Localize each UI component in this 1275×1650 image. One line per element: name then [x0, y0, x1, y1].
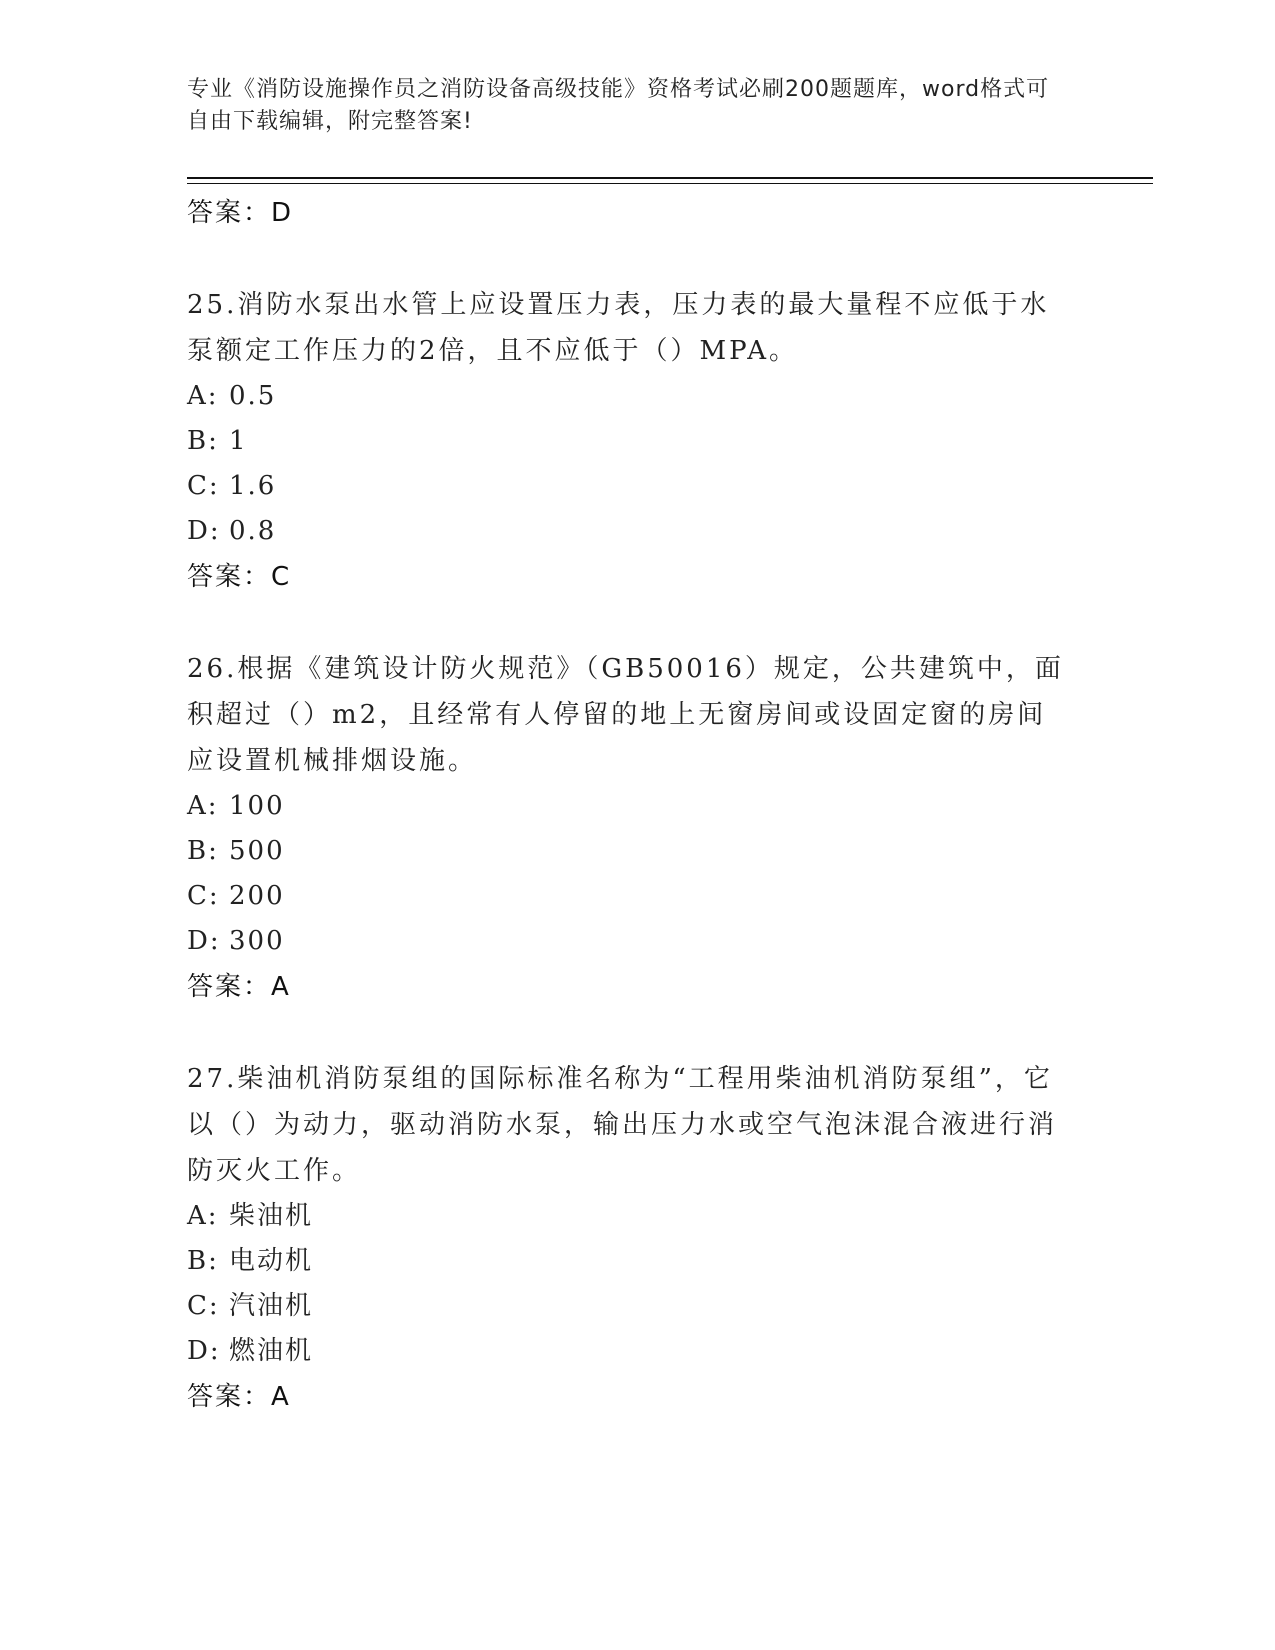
option-text: 1.6: [229, 471, 277, 501]
option-c: [187, 874, 1087, 919]
answer-line: [187, 554, 1087, 600]
option-d: [187, 919, 1087, 964]
header-rule-thick: [187, 177, 1153, 179]
option-b: [187, 1239, 1087, 1284]
question-block: [187, 646, 1087, 1010]
option-text: 200: [229, 881, 285, 911]
option-text: 燃油机: [229, 1336, 314, 1366]
option-key: B:: [187, 426, 219, 456]
question-stem: 27.柴油机消防泵组的国际标准名称为“工程用柴油机消防泵组”，它以（）为动力，驱动消防水泵，输出压力水或空气泡沫混合液进行消防灭火工作。: [187, 1064, 1058, 1186]
option-text: 汽油机: [229, 1291, 314, 1321]
answer-value: A: [271, 1382, 290, 1412]
answer-line: [187, 964, 1087, 1010]
option-b: [187, 829, 1087, 874]
answer-line: [187, 1374, 1087, 1420]
option-key: C:: [187, 881, 220, 911]
question-list: [187, 190, 1087, 1420]
option-text: 100: [229, 791, 285, 821]
answer-value: C: [271, 562, 291, 592]
option-key: D:: [187, 926, 221, 956]
option-c: [187, 464, 1087, 509]
answer-label: 答案：: [187, 562, 272, 592]
question-block: [187, 1056, 1087, 1420]
question-stem: 26.根据《建筑设计防火规范》（GB50016）规定，公共建筑中，面积超过（）m2，且经常有人停留的地上无窗房间或设固定窗的房间应设置机械排烟设施。: [187, 654, 1064, 776]
answer-label: 答案：: [187, 1382, 272, 1412]
option-text: 1: [229, 426, 248, 456]
option-text: 电动机: [229, 1246, 314, 1276]
option-text: 500: [229, 836, 285, 866]
answer-label: 答案：: [187, 972, 272, 1002]
answer-line: [187, 190, 1087, 236]
option-key: B:: [187, 1246, 219, 1276]
header-rule-thin: [187, 183, 1153, 184]
question-stem: 25.消防水泵出水管上应设置压力表，压力表的最大量程不应低于水泵额定工作压力的2倍，且不应低于（）MPA。: [187, 290, 1050, 366]
option-text: 0.8: [229, 516, 277, 546]
option-text: 300: [229, 926, 285, 956]
option-key: C:: [187, 1291, 220, 1321]
option-a: [187, 1194, 1087, 1239]
option-d: [187, 509, 1087, 554]
option-key: A:: [187, 1201, 219, 1231]
option-key: D:: [187, 1336, 221, 1366]
option-a: [187, 784, 1087, 829]
option-key: D:: [187, 516, 221, 546]
option-key: B:: [187, 836, 219, 866]
answer-value: D: [271, 198, 293, 228]
question-block: [187, 282, 1087, 600]
option-text: 0.5: [229, 381, 277, 411]
option-key: C:: [187, 471, 220, 501]
option-key: A:: [187, 381, 219, 411]
answer-value: A: [271, 972, 290, 1002]
option-d: [187, 1329, 1087, 1374]
option-text: 柴油机: [229, 1201, 314, 1231]
option-a: [187, 374, 1087, 419]
option-b: [187, 419, 1087, 464]
option-c: [187, 1284, 1087, 1329]
document-header: 专业《消防设施操作员之消防设备高级技能》资格考试必刷200题题库，word格式可自由下载编辑，附完整答案!: [187, 77, 1050, 134]
option-key: A:: [187, 791, 219, 821]
answer-label: 答案：: [187, 198, 272, 228]
